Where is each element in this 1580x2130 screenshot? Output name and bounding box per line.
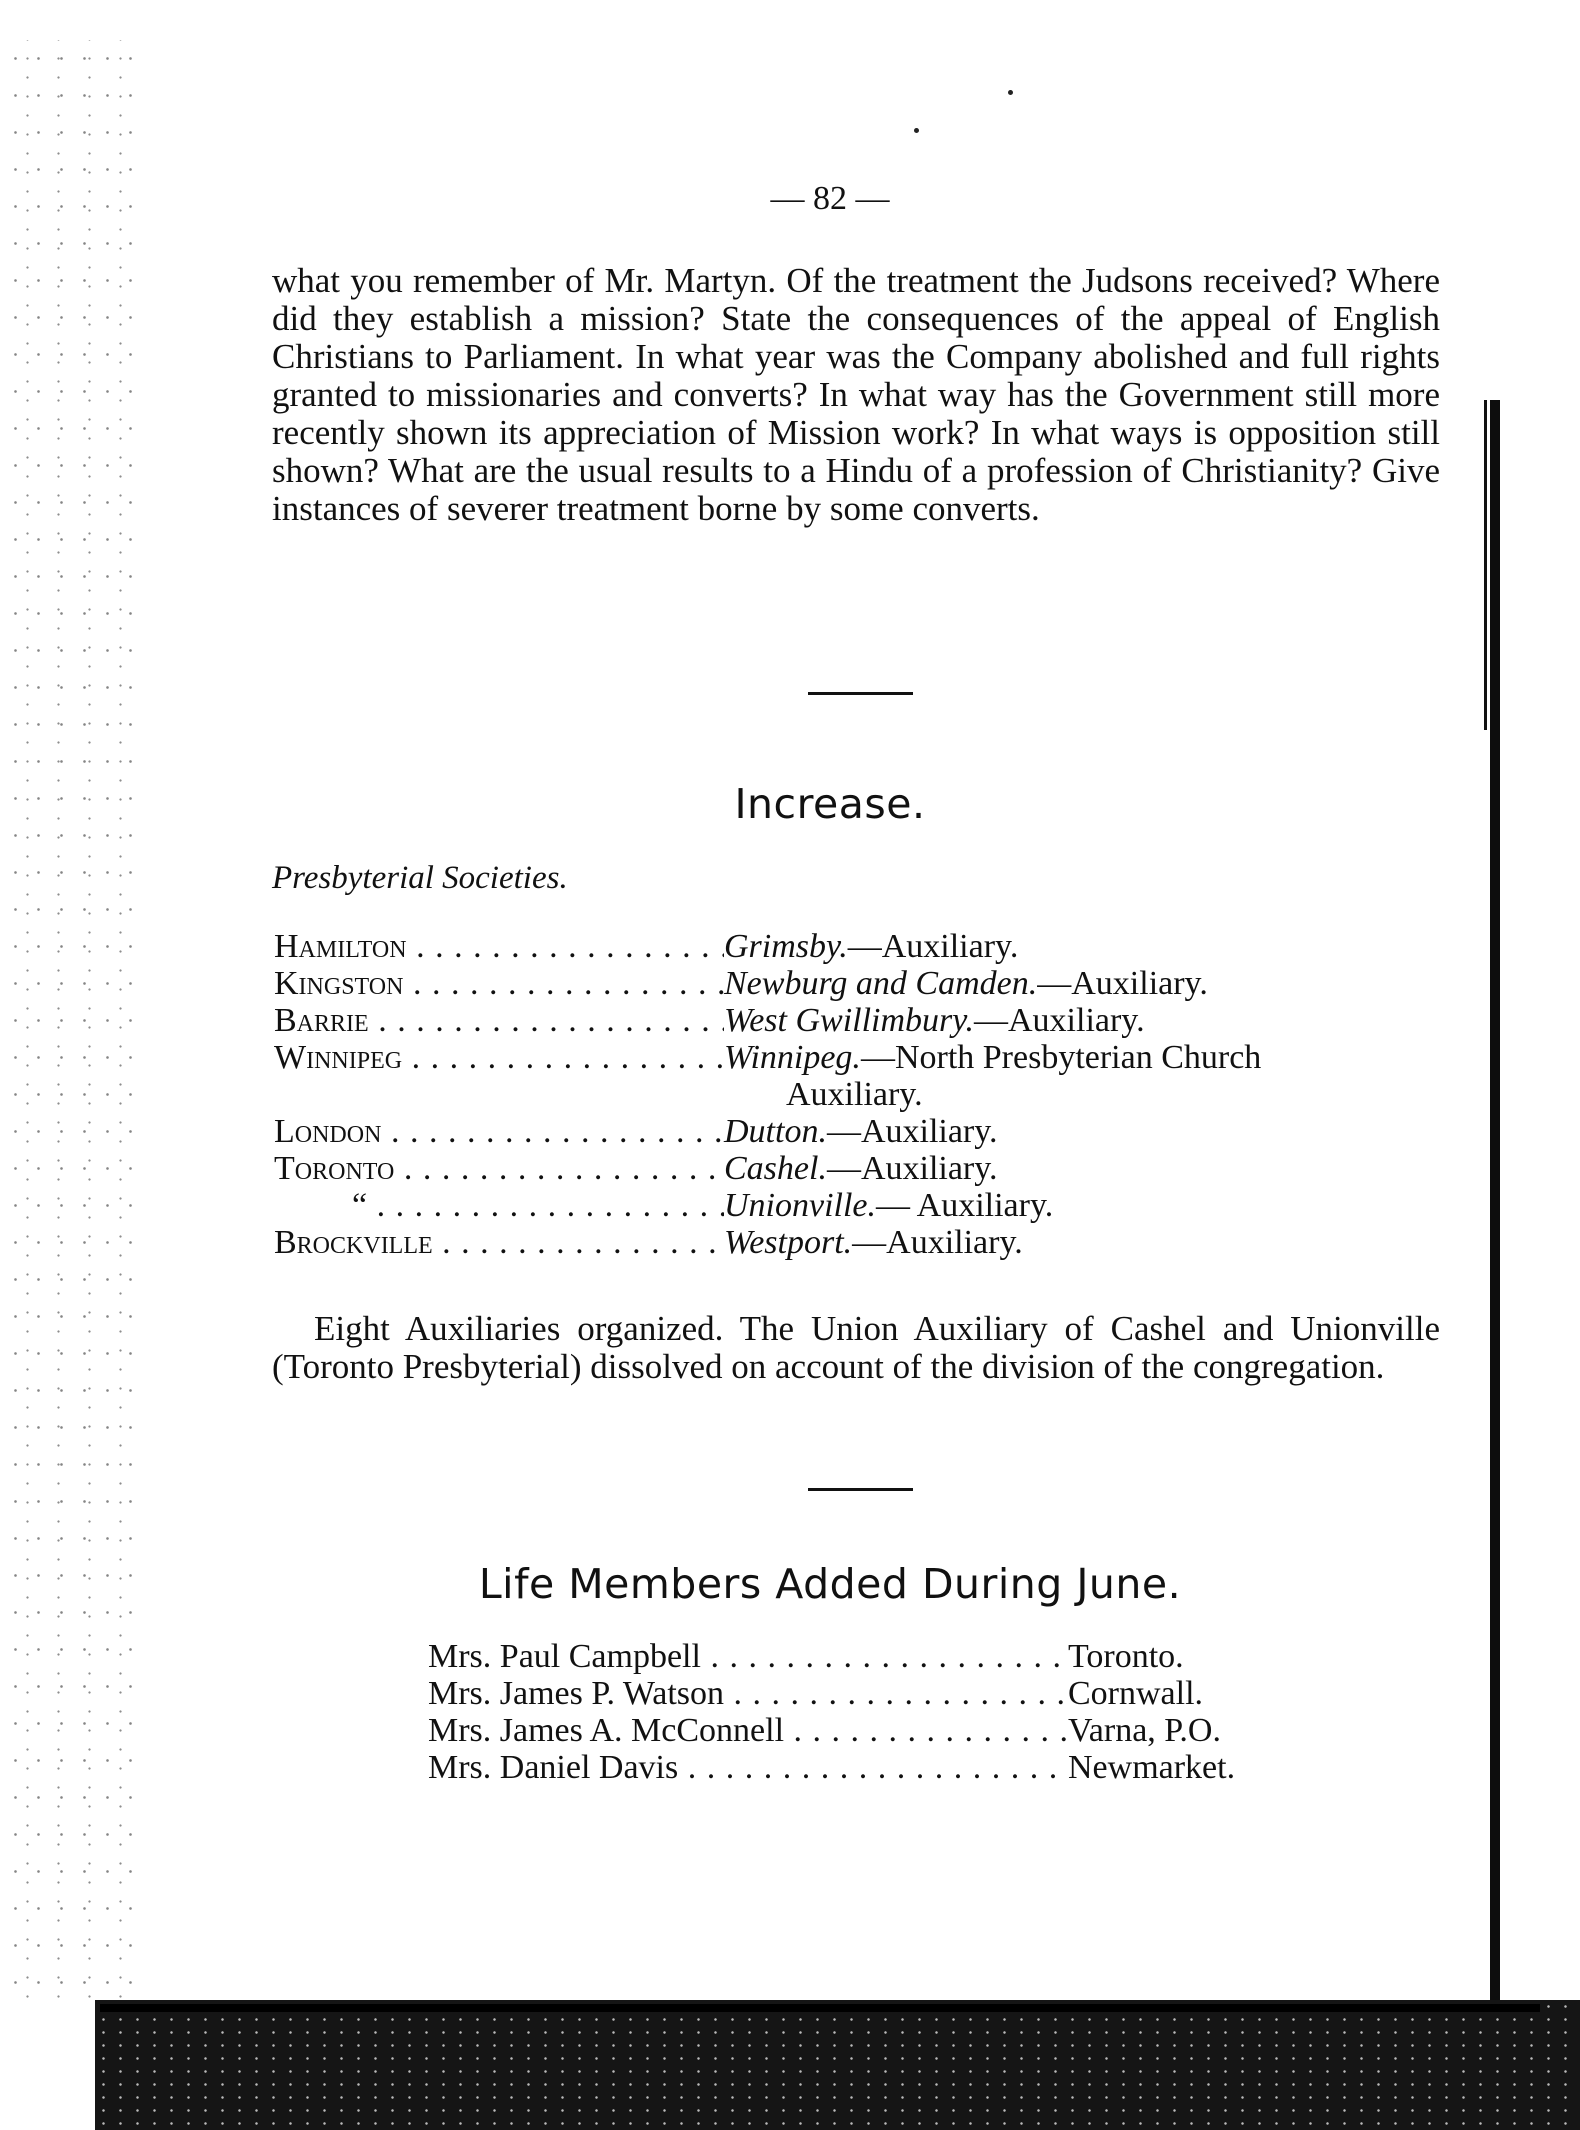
presbyterial-societies-subheading: Presbyterial Societies. <box>272 860 568 896</box>
society-place: Newburg and Camden. <box>724 965 1038 1002</box>
list-item <box>274 965 1444 1002</box>
society-place: Winnipeg. <box>724 1039 861 1076</box>
society-place: Cashel. <box>724 1150 827 1187</box>
society-detail: —North Presbyterian Church <box>860 1039 1262 1076</box>
presbyterial-ditto-mark: “ . . . <box>274 1187 724 1224</box>
presbyterial-name: Winnipeg . . . <box>274 1039 724 1113</box>
list-item <box>274 1002 1444 1039</box>
presbyterial-name: Hamilton . . . <box>274 928 724 965</box>
presbyterial-name: Kingston . . . <box>274 965 724 1002</box>
society-detail: —Auxiliary. <box>826 1113 998 1150</box>
list-item <box>274 1039 1444 1113</box>
presbyterial-name: Toronto . . . <box>274 1150 724 1187</box>
list-item <box>274 1187 1444 1224</box>
society-place: West Gwillimbury. <box>724 1002 974 1039</box>
increase-note-paragraph: Eight Auxiliaries organized. The Union Auxiliary of Cashel and Unionville (Toronto Presbyterial) dissolved on account of the division of the congregation. <box>272 1309 1440 1386</box>
society-place: Westport. <box>724 1224 853 1261</box>
list-item <box>428 1712 1235 1749</box>
list-item <box>274 1150 1444 1187</box>
list-item <box>428 1749 1235 1786</box>
member-town: Cornwall. <box>1068 1675 1204 1712</box>
member-name: Mrs. Paul Campbell . . . <box>428 1638 1068 1675</box>
society-list <box>274 928 1444 1261</box>
member-town: Toronto. <box>1068 1638 1184 1675</box>
presbyterial-name: Brockville . . . <box>274 1224 724 1261</box>
scan-bottom-shadow <box>95 2000 1580 2130</box>
scan-dust <box>914 128 919 133</box>
member-town: Varna, P.O. <box>1068 1712 1221 1749</box>
page-number: — 82 — <box>770 180 890 217</box>
society-detail: —Auxiliary. <box>852 1224 1023 1261</box>
member-name: Mrs. Daniel Davis . . . <box>428 1749 1068 1786</box>
presbyterial-name: London . . . <box>274 1113 724 1150</box>
society-entry <box>724 1002 1444 1039</box>
society-place: Unionville. <box>724 1187 877 1224</box>
society-detail: —Auxiliary. <box>847 928 1019 965</box>
scan-dust <box>1008 90 1013 95</box>
list-item <box>274 928 1444 965</box>
scan-margin-speckle <box>0 40 150 2000</box>
society-entry <box>724 1113 1444 1150</box>
society-entry <box>724 928 1444 965</box>
society-detail: — Auxiliary. <box>876 1187 1054 1224</box>
society-entry <box>724 1150 1444 1187</box>
society-place: Dutton. <box>724 1113 827 1150</box>
life-member-list <box>428 1638 1235 1786</box>
scan-edge-line <box>1484 400 1487 730</box>
presbyterial-name: Barrie . . . <box>274 1002 724 1039</box>
life-members-heading: Life Members Added During June. <box>478 1560 1182 1608</box>
society-entry <box>724 1039 1444 1113</box>
society-entry <box>724 1224 1444 1261</box>
society-detail-continuation: Auxiliary. <box>786 1076 923 1113</box>
member-name: Mrs. James A. McConnell . . . <box>428 1712 1068 1749</box>
society-detail: —Auxiliary. <box>826 1150 998 1187</box>
increase-heading: Increase. <box>734 780 926 828</box>
scan-bottom-edge <box>100 2004 1540 2012</box>
society-place: Grimsby. <box>724 928 848 965</box>
society-detail: —Auxiliary. <box>974 1002 1145 1039</box>
list-item <box>274 1113 1444 1150</box>
scan-edge-shadow <box>1490 400 1500 2000</box>
member-name: Mrs. James P. Watson . . . <box>428 1675 1068 1712</box>
questions-paragraph: what you remember of Mr. Martyn. Of the treatment the Judsons received? Where did they establish a mission? State the consequences of the appeal of English Christians to Parliament. In what year was the Company abolished and full rights granted to missionaries and converts? In what way has the Government still more recently shown its appreciation of Mission work? In what ways is opposition still shown? What are the usual results to a Hindu of a profession of Christianity? Give instances of severer treatment borne by some converts. <box>272 261 1440 528</box>
list-item <box>428 1675 1235 1712</box>
society-entry <box>724 1187 1444 1224</box>
section-divider <box>808 1488 913 1491</box>
section-divider <box>808 692 913 695</box>
society-entry <box>724 965 1444 1002</box>
society-detail: —Auxiliary. <box>1037 965 1208 1002</box>
list-item <box>428 1638 1235 1675</box>
list-item <box>274 1224 1444 1261</box>
member-town: Newmarket. <box>1068 1749 1236 1786</box>
